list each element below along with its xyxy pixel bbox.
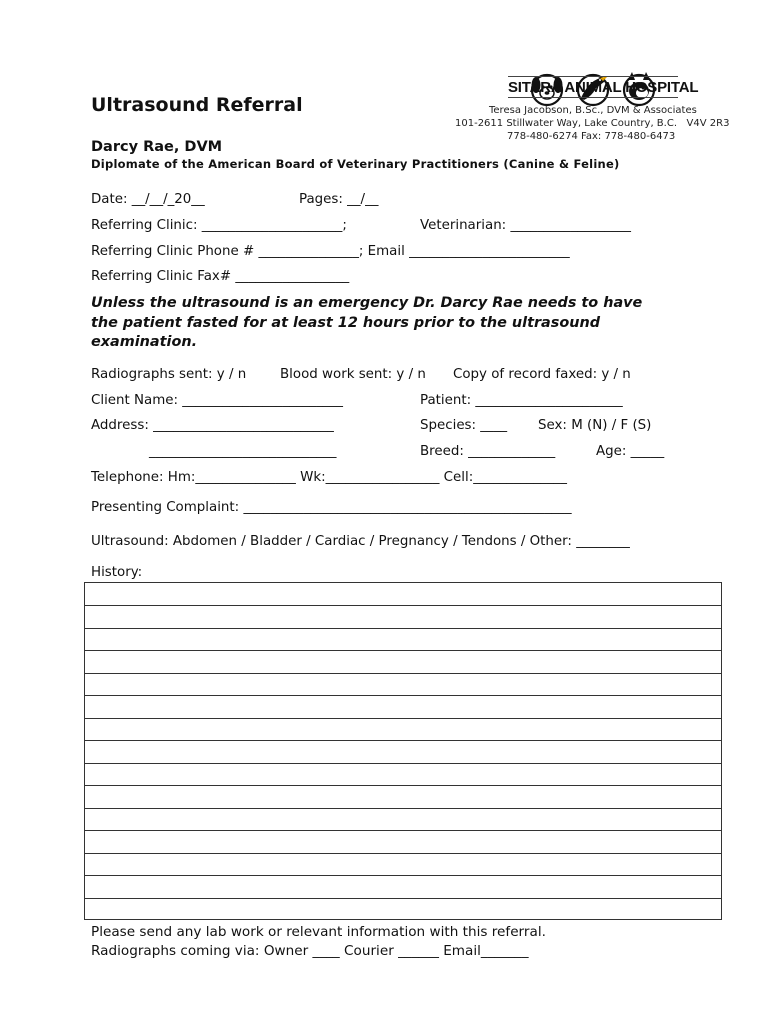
- hospital-address: 101-2611 Stillwater Way, Lake Country, B.C. V4V 2R3: [455, 118, 730, 129]
- doctor-name: Darcy Rae, DVM: [91, 139, 223, 155]
- history-line: [85, 650, 721, 651]
- clinic-phone-email-field[interactable]: Referring Clinic Phone # _______________; Email ________________________: [91, 244, 570, 259]
- history-label: History:: [91, 565, 143, 580]
- history-line: [85, 808, 721, 809]
- fasting-warning-line-1: Unless the ultrasound is an emergency Dr. Darcy Rae needs to have: [91, 295, 643, 311]
- history-line: [85, 673, 721, 674]
- radiographs-via-field[interactable]: Radiographs coming via: Owner ____ Courier ______ Email_______: [91, 943, 529, 959]
- clinic-fax-field[interactable]: Referring Clinic Fax# _________________: [91, 269, 350, 284]
- address-line-2-field[interactable]: ____________________________: [149, 444, 337, 459]
- presenting-complaint-field[interactable]: Presenting Complaint: _________________________________________________: [91, 500, 572, 515]
- history-line: [85, 875, 721, 876]
- history-line: [85, 628, 721, 629]
- logo-top-rule: [508, 76, 678, 77]
- client-name-field[interactable]: Client Name: ________________________: [91, 393, 343, 408]
- history-line: [85, 853, 721, 854]
- ultrasound-type-field[interactable]: Ultrasound: Abdomen / Bladder / Cardiac / Pregnancy / Tendons / Other: ________: [91, 534, 630, 549]
- radiographs-sent-field[interactable]: Radiographs sent: y / n: [91, 367, 247, 382]
- lab-work-note: Please send any lab work or relevant information with this referral.: [91, 924, 546, 940]
- bloodwork-sent-field[interactable]: Blood work sent: y / n: [280, 367, 426, 382]
- veterinarian-field[interactable]: Veterinarian: __________________: [420, 218, 631, 233]
- hospital-name: SITARA ANIMAL HOSPITAL: [508, 79, 699, 96]
- history-line: [85, 605, 721, 606]
- history-line: [85, 785, 721, 786]
- address-field[interactable]: Address: ___________________________: [91, 418, 334, 433]
- history-box[interactable]: [84, 582, 722, 920]
- copy-record-faxed-field[interactable]: Copy of record faxed: y / n: [453, 367, 631, 382]
- hospital-phone-fax: 778-480-6274 Fax: 778-480-6473: [507, 131, 676, 142]
- page-title: Ultrasound Referral: [91, 94, 303, 116]
- referring-clinic-field[interactable]: Referring Clinic: _____________________;: [91, 218, 347, 233]
- telephone-field[interactable]: Telephone: Hm:_______________ Wk:_________________ Cell:______________: [91, 470, 567, 485]
- date-field[interactable]: Date: __/__/_20__: [91, 192, 205, 207]
- patient-name-field[interactable]: Patient: ______________________: [420, 393, 623, 408]
- history-line: [85, 695, 721, 696]
- history-line: [85, 763, 721, 764]
- diplomate-line: Diplomate of the American Board of Veterinary Practitioners (Canine & Feline): [91, 157, 620, 171]
- logo-bottom-rule: [508, 97, 678, 98]
- pages-field[interactable]: Pages: __/__: [299, 192, 379, 207]
- species-field[interactable]: Species: ____: [420, 418, 508, 433]
- history-line: [85, 830, 721, 831]
- fasting-warning-line-2: the patient fasted for at least 12 hours prior to the ultrasound: [91, 315, 600, 331]
- age-field[interactable]: Age: _____: [596, 444, 665, 459]
- sex-field[interactable]: Sex: M (N) / F (S): [538, 418, 652, 433]
- fasting-warning-line-3: examination.: [91, 334, 198, 350]
- breed-field[interactable]: Breed: _____________: [420, 444, 556, 459]
- hospital-logo: [526, 30, 662, 74]
- hospital-associates: Teresa Jacobson, B.Sc., DVM & Associates: [489, 105, 697, 116]
- history-line: [85, 898, 721, 899]
- history-line: [85, 718, 721, 719]
- history-line: [85, 740, 721, 741]
